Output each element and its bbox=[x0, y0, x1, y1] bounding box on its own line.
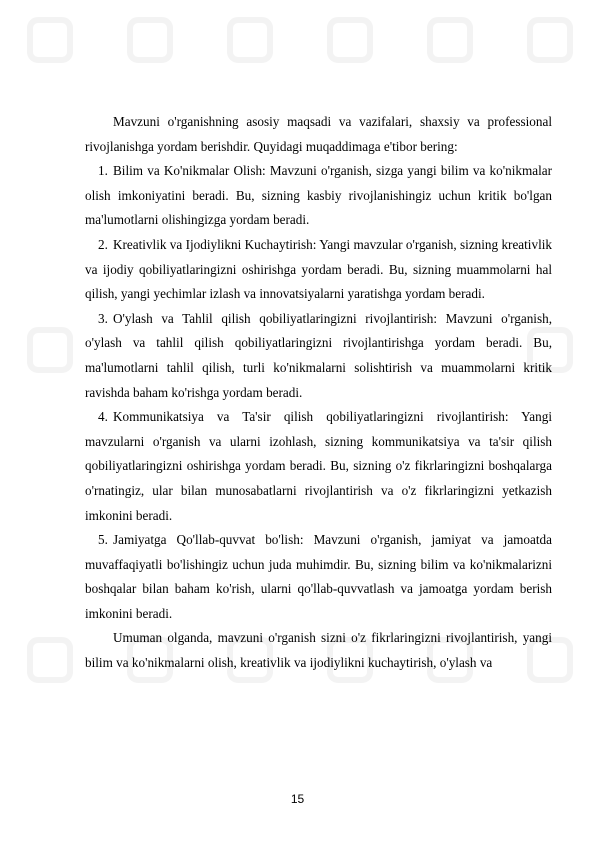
list-item bbox=[85, 307, 552, 405]
list-item-text: Bilim va Ko'nikmalar Olish: Mavzuni o'rganish, sizga yangi bilim va ko'nikmalar olish imkoniyatini beradi. Bu, sizning kasbiy rivojlanishingiz uchun kritik bo'lgan ma'lumotlarni olishingizga yordam beradi. bbox=[85, 163, 552, 228]
document-body bbox=[85, 110, 552, 676]
conclusion-paragraph: Umuman olganda, mavzuni o'rganish sizni o'z fikrlaringizni rivojlantirish, yangi bilim va ko'nikmalarni olish, kreativlik va ijodiylikni kuchaytirish, o'ylash va bbox=[85, 630, 552, 671]
list-item-text: Jamiyatga Qo'llab-quvvat bo'lish: Mavzuni o'rganish, jamiyat va jamoatda muvaffaqiyatli bo'lishingiz uchun juda muhimdir. Bu, sizning bilim va ko'nikmalarizni boshqalar bilan baham ko'rish, ularni qo'llab-quvvatlash va jamoatga yordam berish imkonini beradi. bbox=[85, 532, 552, 621]
list-item bbox=[85, 528, 552, 626]
intro-paragraph: Mavzuni o'rganishning asosiy maqsadi va vazifalari, shaxsiy va professional rivojlanishga yordam berishdir. Quyidagi muqaddimaga e'tibor bering: bbox=[85, 114, 552, 154]
list-item bbox=[85, 405, 552, 528]
list-item-number: 2. bbox=[98, 236, 108, 252]
list-item-text: O'ylash va Tahlil qilish qobiliyatlaringizni rivojlantirish: Mavzuni o'rganish, o'ylash va tahlil qilish qobiliyatlaringizni rivojlantirishga yordam beradi. Bu, ma'lumotlarni tahlil qilish, turli ko'nikmalarni solishtirish va muammolarni kritik ravishda baham ko'rishga yordam beradi. bbox=[85, 310, 552, 400]
list-item-number: 5. bbox=[98, 532, 108, 548]
list-item-number: 3. bbox=[98, 310, 108, 326]
list-item-number: 4. bbox=[98, 409, 108, 425]
list-item-number: 1. bbox=[98, 163, 108, 179]
page-number: 15 bbox=[290, 792, 305, 806]
list-item-text: Kreativlik va Ijodiylikni Kuchaytirish: Yangi mavzular o'rganish, sizning kreativlik va ijodiy qobiliyatlaringizni oshirishga yordam beradi. Bu, sizning muammolarni hal qilish, yangi yechimlar izlash va innovatsiyalarni yaratishga yordam beradi. bbox=[85, 236, 552, 302]
list-item bbox=[85, 233, 552, 307]
list-item bbox=[85, 159, 552, 233]
list-item-text: Kommunikatsiya va Ta'sir qilish qobiliyatlaringizni rivojlantirish: Yangi mavzularni o'rganish va ularni izohlash, sizning kommunikatsiya va ta'sir qilish qobiliyatlaringizni oshirishga yordam beradi. Bu, sizning o'z fikrlaringizni boshqalarga o'rnatingiz, ular bilan munosabatlarni rivojlantirish va o'z fikrlaringizni yetkazish imkonini beradi. bbox=[85, 409, 552, 523]
